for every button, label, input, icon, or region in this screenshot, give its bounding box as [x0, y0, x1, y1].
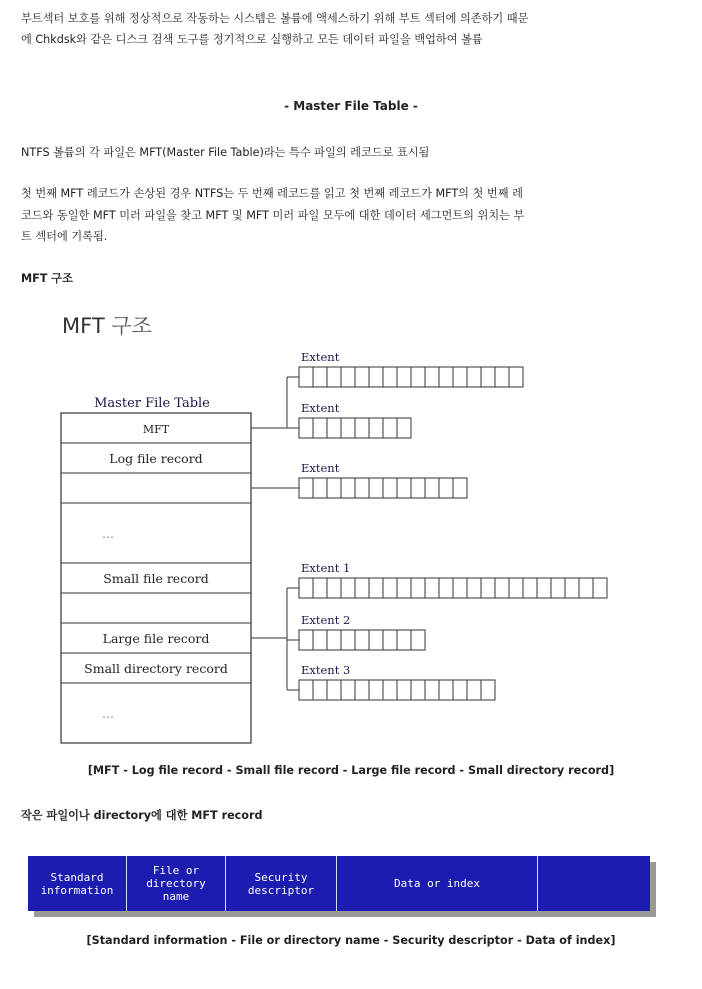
cell-file-or-directory-name: File or directory name — [127, 856, 226, 911]
paragraph-mft-record: NTFS 볼륨의 각 파일은 MFT(Master File Table)라는 특수 파일의 레코드로 표시됨 — [21, 146, 430, 159]
extent-label: Extent — [301, 461, 340, 475]
cell-standard-information: Standard information — [28, 856, 127, 911]
figure-caption-1: [MFT - Log file record - Small file record - Large file record - Small directory record] — [87, 764, 615, 777]
intro-line-1: 부트섹터 보호를 위해 정상적으로 작동하는 시스템은 볼륨에 액세스하기 위해 부트 섹터에 의존하기 때문 — [21, 12, 529, 25]
cell-empty — [538, 856, 650, 911]
extent-label: Extent — [301, 350, 340, 364]
mft-row-label: ... — [102, 526, 114, 541]
extent-label: Extent 2 — [301, 613, 351, 627]
figure-title-latin: MFT — [62, 314, 105, 338]
intro-line-2: 에 Chkdsk와 같은 디스크 검색 도구를 정기적으로 실행하고 모든 데이터 파일을 백업하여 볼륨 — [21, 33, 483, 46]
mft-record-table — [28, 856, 650, 911]
mft-row-label: Large file record — [102, 631, 210, 646]
mft-table-title: Master File Table — [94, 396, 210, 411]
figure-caption-2: [Standard information - File or directory name - Security descriptor - Data of index] — [86, 934, 616, 947]
section-heading: - Master File Table - — [284, 99, 418, 113]
mft-row-label: ... — [102, 706, 114, 721]
extent-bar — [299, 630, 425, 650]
mft-structure-label: MFT 구조 — [21, 272, 73, 285]
figure-title — [62, 310, 152, 340]
mft-row-label: Small file record — [103, 571, 209, 586]
mft-structure-diagram — [0, 340, 702, 760]
cell-data-or-index: Data or index — [337, 856, 538, 911]
paragraph-mirror-line-1: 첫 번째 MFT 레코드가 손상된 경우 NTFS는 두 번째 레코드를 읽고 첫 번째 레코드가 MFT의 첫 번째 레 — [21, 187, 523, 200]
cell-security-descriptor: Security descriptor — [226, 856, 337, 911]
small-record-label: 작은 파일이나 directory에 대한 MFT record — [21, 809, 263, 822]
extent-label: Extent — [301, 401, 340, 415]
figure-title-korean: 구조 — [111, 314, 152, 338]
paragraph-mirror-line-3: 트 섹터에 기록됨. — [21, 230, 108, 243]
mft-row-label: Small directory record — [84, 661, 228, 676]
mft-row-label: MFT — [142, 423, 170, 436]
mft-row-label: Log file record — [109, 451, 203, 466]
paragraph-mirror-line-2: 코드와 동일한 MFT 미러 파일을 찾고 MFT 및 MFT 미러 파일 모두에 대한 데이터 세그먼트의 위치는 부 — [21, 209, 525, 222]
extent-label: Extent 3 — [301, 663, 351, 677]
extent-label: Extent 1 — [301, 561, 351, 575]
